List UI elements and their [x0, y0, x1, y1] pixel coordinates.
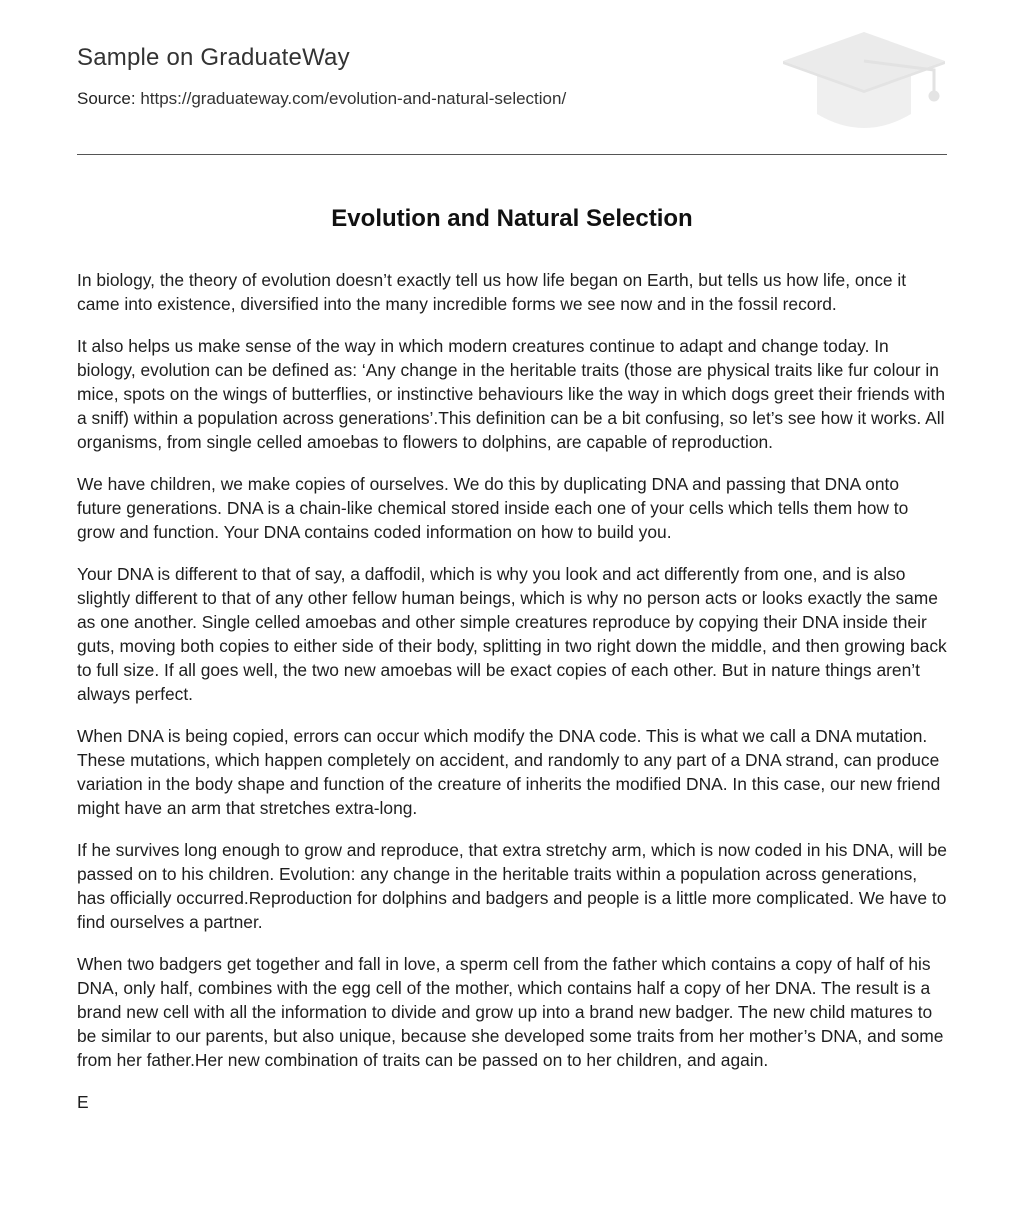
source-label: Source:: [77, 89, 136, 108]
paragraph: E: [77, 1092, 89, 1112]
paragraph: Your DNA is different to that of say, a daffodil, which is why you look and act differently from one, and is also slightly different to that of any other fellow human beings, which is why no person acts or looks exactly the same as one another. Single celled amoebas and other simple creatures reproduce by copying their DNA inside their guts, moving both copies to either side of their body, splitting in two right down the middle, and then growing back to full size. If all goes well, the two new amoebas will be exact copies of each other. But in nature things aren’t always perfect.: [77, 564, 947, 704]
paragraph: It also helps us make sense of the way in which modern creatures continue to adapt and change today. In biology, evolution can be defined as: ‘Any change in the heritable traits (those are physical traits like fur colour in mice, spots on the wings of butterflies, or instinctive behaviours like the way in which dogs greet their friends with a sniff) within a population across generations’.This definition can be a bit confusing, so let’s see how it works. All organisms, from single celled amoebas to flowers to dolphins, are capable of reproduction.: [77, 336, 946, 452]
source-line: [77, 89, 566, 109]
graduation-cap-icon: [781, 30, 947, 134]
paragraph: When two badgers get together and fall in love, a sperm cell from the father which contains a copy of half of his DNA, only half, combines with the egg cell of the mother, which contains half a copy of her DNA. The result is a brand new cell with all the information to divide and grow up into a brand new badger. The new child matures to be similar to our parents, but also unique, because she developed some traits from her mother’s DNA, and some from her father.Her new combination of traits can be passed on to her children, and again.: [77, 954, 944, 1070]
article-title: Evolution and Natural Selection: [331, 205, 693, 232]
site-title: Sample on GraduateWay: [77, 44, 350, 71]
paragraph: When DNA is being copied, errors can occur which modify the DNA code. This is what we call a DNA mutation. These mutations, which happen completely on accident, and randomly to any part of a DNA strand, can produce variation in the body shape and function of the creature of inherits the modified DNA. In this case, our new friend might have an arm that stretches extra-long.: [77, 726, 941, 818]
source-link[interactable]: https://graduateway.com/evolution-and-natural-selection/: [140, 89, 567, 108]
article-body: [77, 268, 947, 1132]
paragraph: In biology, the theory of evolution doesn’t exactly tell us how life began on Earth, but tells us how life, once it came into existence, diversified into the many incredible forms we see now and in the fossil record.: [77, 270, 907, 314]
paragraph: If he survives long enough to grow and reproduce, that extra stretchy arm, which is now coded in his DNA, will be passed on to his children. Evolution: any change in the heritable traits within a population across generations, has officially occurred.Reproduction for dolphins and badgers and people is a little more complicated. We have to find ourselves a partner.: [77, 840, 947, 932]
paragraph: We have children, we make copies of ourselves. We do this by duplicating DNA and passing that DNA onto future generations. DNA is a chain-like chemical stored inside each one of your cells which tells them how to grow and function. Your DNA contains coded information on how to build you.: [77, 474, 909, 542]
header-divider: [77, 154, 947, 155]
